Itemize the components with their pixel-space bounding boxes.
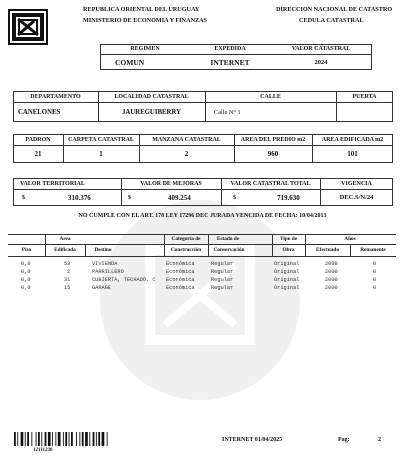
notice-text: NO CUMPLE CON EL ART. 178 LEY 17296 DEC JURADA VENCIDA DE FECHA: 10/04/2013: [78, 213, 327, 219]
table-row: 0,0 15 GARAGE Económica Regular Original 2000 0: [21, 285, 377, 291]
manzana-label: MANZANA CATASTRAL: [152, 136, 221, 143]
area-predio-label: AREA DEL PREDIO m2: [240, 136, 306, 143]
col-anos-top: Años: [344, 236, 356, 242]
barcode-number: 12111238: [33, 448, 53, 453]
header-cedula: CEDULA CATASTRAL: [299, 17, 364, 24]
expedida-value: INTERNET: [210, 57, 250, 67]
barcode-icon: [14, 432, 116, 446]
vigencia-label: VIGENCIA: [341, 180, 372, 187]
col-estado-top: Estado de: [216, 236, 240, 242]
col-construccion: Construcción: [170, 247, 202, 253]
col-piso: Piso: [21, 247, 32, 253]
table-row: 0,0 31 CUBIERTA, TECHADO, C Económica Regular Original 2000 0: [21, 277, 377, 283]
expedida-label: EXPEDIDA: [214, 46, 246, 52]
header-republic: REPUBLICA ORIENTAL DEL URUGUAY: [83, 6, 200, 13]
valor-total-value: 719.630: [277, 193, 300, 202]
manzana-value: 2: [184, 150, 189, 158]
col-obra: Obra: [282, 247, 295, 253]
calle-value: Calle N° 1: [214, 108, 241, 116]
valor-territorial-value: 310.376: [68, 193, 91, 202]
valor-mejoras-label: VALOR DE MEJORAS: [140, 180, 202, 187]
localidad-label: LOCALIDAD CATASTRAL: [114, 93, 189, 100]
valor-catastral-year: 2024: [314, 58, 328, 66]
valor-total-label: VALOR CATASTRAL TOTAL: [230, 180, 311, 187]
table-row: 0,0 2 PARRILLERO Económica Regular Original 2000 0: [21, 269, 377, 275]
padron-label: PADRON: [25, 136, 51, 143]
departamento-label: DEPARTAMENTO: [30, 93, 81, 100]
col-edificada: Edificada: [54, 247, 76, 253]
table-row: 0,0 53 VIVIENDA Económica Regular Original 2000 0: [21, 261, 377, 267]
vigencia-value: DEC.S/N/24: [339, 194, 374, 201]
col-remanente: Remanente: [360, 247, 386, 253]
regimen-value: COMUN: [115, 57, 145, 67]
carpeta-value: 1: [99, 150, 103, 158]
col-efectuado: Efectuado: [316, 247, 339, 253]
currency-symbol-1: $: [22, 194, 25, 201]
padron-value: 21: [34, 150, 42, 158]
issued-date: INTERNET 01/04/2025: [222, 437, 283, 443]
catastro-logo-icon: [8, 9, 48, 45]
calle-label: CALLE: [260, 93, 281, 100]
valor-catastral-label: VALOR CATASTRAL: [291, 46, 351, 52]
carpeta-label: CARPETA CATASTRAL: [68, 136, 134, 143]
col-categoria-top: Categoria de: [171, 236, 201, 242]
localidad-value: JAUREGUIBERRY: [121, 108, 182, 116]
area-predio-value: 960: [267, 150, 279, 158]
col-tipo-top: Tipo de: [279, 236, 298, 242]
currency-symbol-2: $: [128, 194, 131, 201]
watermark-seal-icon: [95, 195, 305, 405]
departamento-value: CANELONES: [18, 108, 61, 116]
header-direccion: DIRECCION NACIONAL DE CATASTRO: [276, 6, 393, 13]
col-conservacion: Conservación: [213, 247, 245, 253]
col-area-top: Area: [59, 236, 71, 242]
col-destino: Destino: [94, 247, 112, 253]
regimen-label: REGIMEN: [130, 46, 160, 52]
currency-symbol-3: $: [233, 194, 236, 201]
header-ministry: MINISTERIO DE ECONOMIA Y FINANZAS: [83, 17, 207, 24]
page-label: Pag:: [338, 437, 350, 443]
valor-mejoras-value: 409.254: [168, 193, 191, 202]
puerta-label: PUERTA: [352, 93, 377, 100]
page-number: 2: [378, 437, 381, 443]
area-edificada-label: AREA EDIFICADA m2: [321, 136, 384, 143]
puerta-value: [336, 103, 393, 121]
area-edificada-value: 101: [347, 150, 358, 158]
valor-territorial-label: VALOR TERRITORIAL: [20, 180, 85, 187]
